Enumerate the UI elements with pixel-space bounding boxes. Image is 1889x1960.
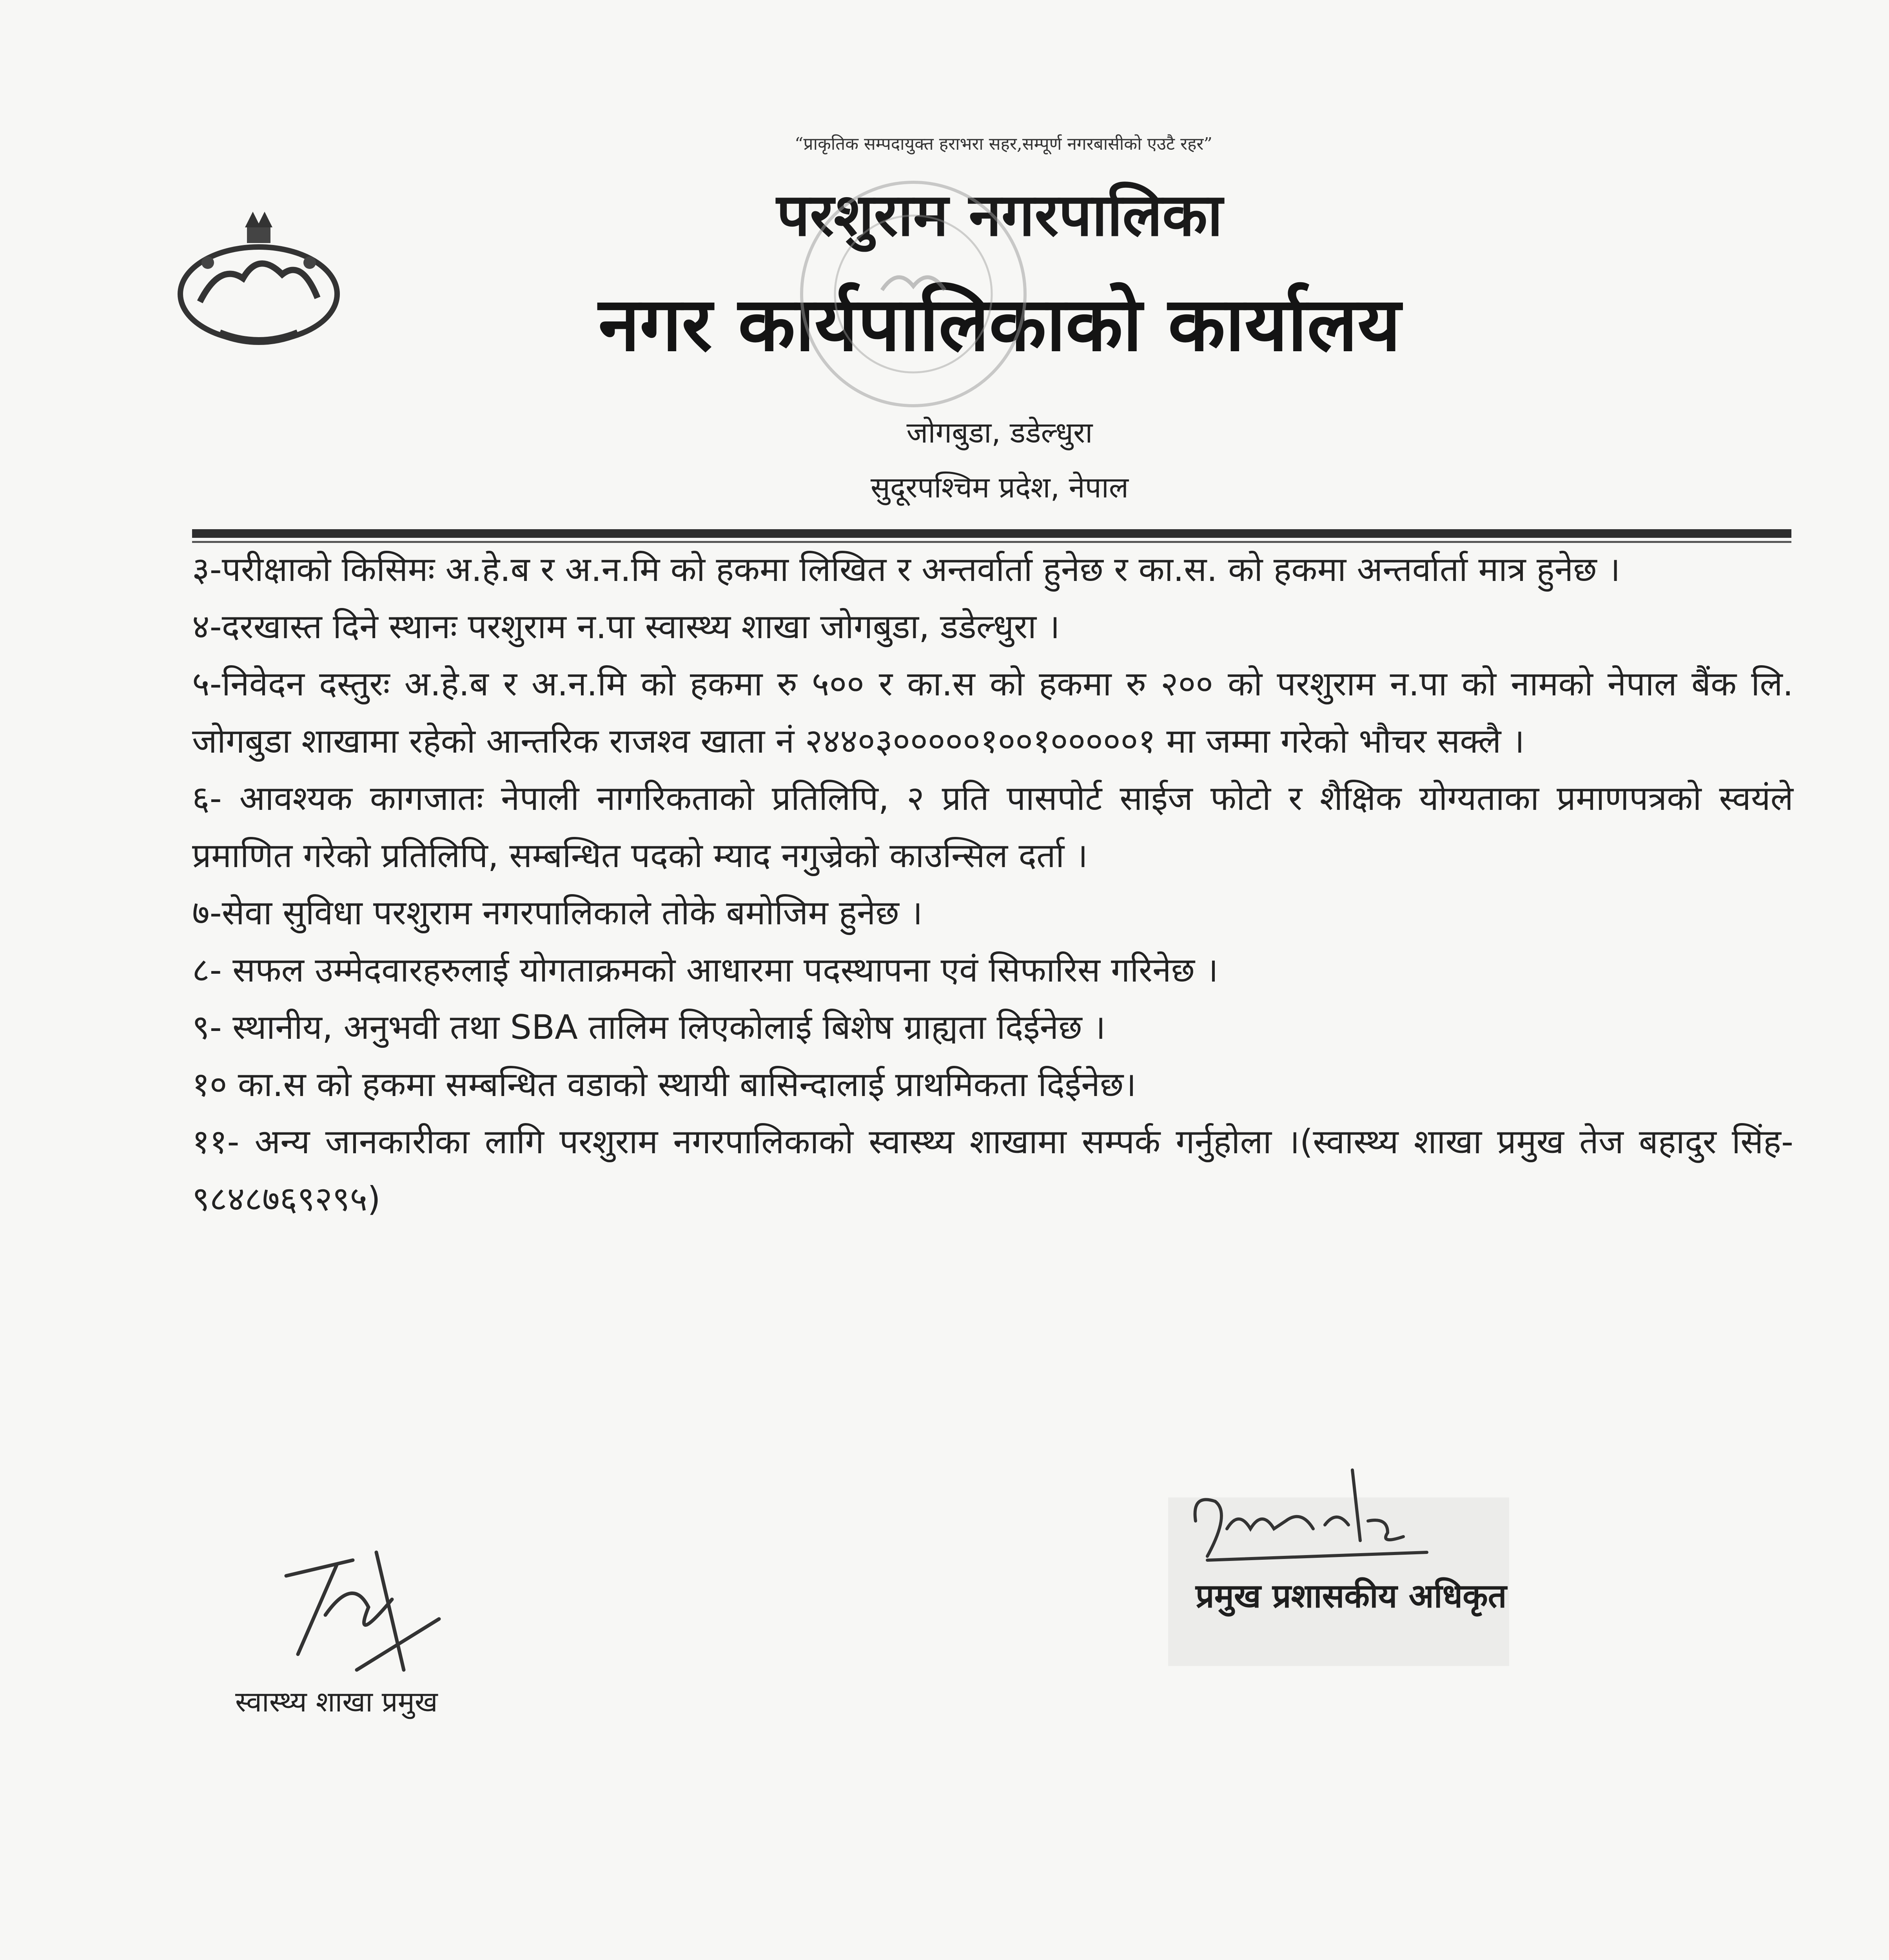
- office-address-line2: सुदूरपश्चिम प्रदेश, नेपाल: [870, 471, 1129, 505]
- notice-point-10: १० का.स को हकमा सम्बन्धित वडाको स्थायी बासिन्दालाई प्राथमिकता दिईनेछ।: [192, 1065, 1136, 1104]
- office-address-line1: जोगबुडा, डडेल्धुरा: [906, 416, 1093, 450]
- notice-point-8: ८- सफल उम्मेदवारहरुलाई योगताक्रमको आधारमा पदस्थापना एवं सिफारिस गरिनेछ ।: [192, 951, 1218, 990]
- nepal-government-emblem-icon: [165, 204, 353, 361]
- notice-body: [192, 541, 1793, 1228]
- notice-point-7: ७-सेवा सुविधा परशुराम नगरपालिकाले तोके बमोजिम हुनेछ ।: [192, 893, 923, 933]
- office-seal-stamp: [792, 172, 1035, 416]
- notice-point-6: ६- आवश्यक कागजातः नेपाली नागरिकताको प्रतिलिपि, २ प्रति पासपोर्ट साईज फोटो र शैक्षिक योग्यताका प्रमाणपत्रको स्वयंले प्रमाणित गरेको प्रतिलिपि, सम्बन्धित पदको म्याद नगुज्रेको काउन्सिल दर्ता ।: [192, 779, 1793, 875]
- header-divider: [192, 529, 1791, 538]
- municipality-name: परशुराम नगरपालिका: [776, 181, 1223, 249]
- health-chief-signature: [274, 1529, 455, 1686]
- notice-point-3: ३-परीक्षाको किसिमः अ.हे.ब र अ.न.मि को हकमा लिखित र अन्तर्वार्ता हुनेछ र का.स. को हकमा अन्तर्वार्ता मात्र हुनेछ ।: [192, 550, 1620, 589]
- cao-signature: [1184, 1462, 1439, 1568]
- municipality-motto: “प्राकृतिक सम्पदायुक्त हराभरा सहर,सम्पूर्ण नगरबासीको एउटै रहर”: [795, 134, 1212, 154]
- notice-point-5: ५-निवेदन दस्तुरः अ.हे.ब र अ.न.मि को हकमा रु ५०० र का.स को हकमा रु २०० को परशुराम न.पा को नामको नेपाल बैंक लि. जोगबुडा शाखामा रहेको आन्तरिक राजश्व खाता नं २४४०३०००००१००१०००००१ मा जम्मा गरेको भौचर सक्लै ।: [192, 664, 1793, 761]
- notice-point-4: ४-दरखास्त दिने स्थानः परशुराम न.पा स्वास्थ्य शाखा जोगबुडा, डडेल्धुरा ।: [192, 607, 1060, 646]
- notice-point-9: ९- स्थानीय, अनुभवी तथा SBA तालिम लिएकोलाई बिशेष ग्राह्यता दिईनेछ ।: [192, 1008, 1106, 1047]
- cao-label: प्रमुख प्रशासकीय अधिकृत: [1196, 1577, 1507, 1615]
- health-chief-label: स्वास्थ्य शाखा प्रमुख: [235, 1685, 438, 1718]
- notice-point-11: ११- अन्य जानकारीका लागि परशुराम नगरपालिकाको स्वास्थ्य शाखामा सम्पर्क गर्नुहोला ।(स्वास्थ्य शाखा प्रमुख तेज बहादुर सिंह- ९८४८७६९२९५): [192, 1122, 1793, 1219]
- office-title: नगर कार्यपालिकाको कार्यालय: [598, 281, 1401, 368]
